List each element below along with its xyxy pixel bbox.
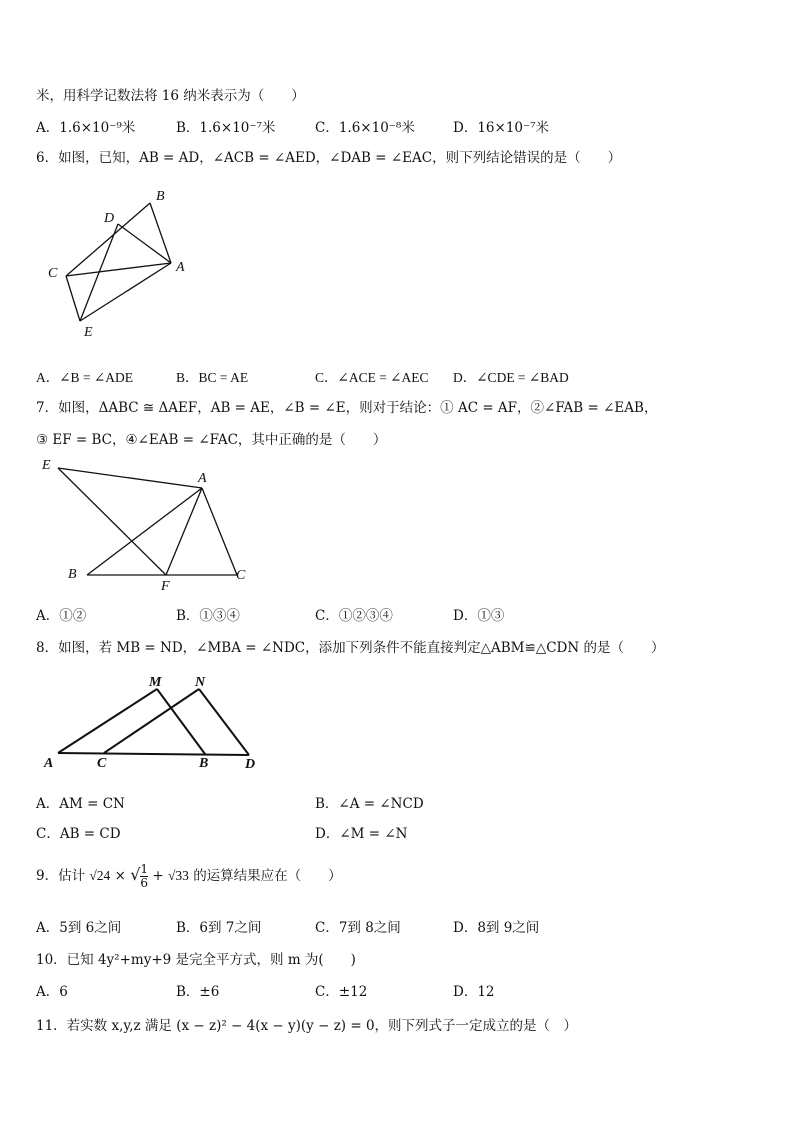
q8-option-a: A．AM = CN	[36, 796, 125, 812]
q8-option-d: D．∠M = ∠N	[315, 826, 408, 842]
q6-option-c: C．∠ACE = ∠AEC	[315, 370, 429, 385]
q8-label-a: A	[44, 756, 54, 771]
q7-seg-ba	[87, 488, 202, 575]
q7-label-a: A	[198, 471, 207, 486]
q6-seg-ea	[80, 263, 171, 321]
q6-label-c: C	[48, 266, 58, 281]
q7-option-b: B．①③④	[176, 608, 240, 624]
q8-seg-mb	[157, 689, 205, 754]
q10-stem: 10．已知 4y²+my+9 是完全平方式，则 m 为( )	[36, 952, 356, 968]
q7-seg-ac	[202, 488, 237, 575]
q5-option-b: B．1.6×10⁻⁷米	[176, 120, 276, 136]
q9-frac-den: 6	[140, 876, 149, 890]
q6-seg-ba	[150, 203, 171, 263]
q5-stem: 米，用科学记数法将 16 纳米表示为（ ）	[36, 88, 305, 104]
q8-label-n: N	[195, 675, 206, 690]
q5-option-c: C．1.6×10⁻⁸米	[315, 120, 415, 136]
q8-option-b: B．∠A = ∠NCD	[315, 796, 424, 812]
q10-option-c: C．±12	[315, 984, 368, 1000]
q7-label-c: C	[236, 568, 246, 583]
q8-seg-am	[58, 689, 157, 753]
q7-label-e: E	[42, 458, 51, 473]
q9-option-d: D．8到 9之间	[453, 920, 540, 936]
q9-plus: +	[152, 868, 164, 884]
q7-option-c: C．①②③④	[315, 608, 393, 624]
q7-option-d: D．①③	[453, 608, 505, 624]
q8-seg-ad	[58, 753, 249, 755]
q6-label-d: D	[104, 211, 115, 226]
q5-option-d: D．16×10⁻⁷米	[453, 120, 550, 136]
q8-option-c: C．AB = CD	[36, 826, 121, 842]
q9-fraction	[140, 863, 148, 890]
q7-stem-line1: 7．如图，ΔABC ≅ ΔAEF，AB = AE，∠B = ∠E，则对于结论：① AC = AF，②∠FAB = ∠EAB，	[36, 400, 658, 416]
q9-stem	[36, 860, 342, 891]
q9-sqrt-sign: √	[130, 865, 141, 884]
q7-seg-ef	[58, 468, 166, 575]
q9-sqrt-24: √24	[89, 868, 111, 883]
q9-prefix: 9．估计	[36, 868, 86, 884]
q8-seg-nd	[199, 689, 249, 755]
q10-option-a: A．6	[36, 984, 68, 1000]
q6-seg-de	[80, 224, 118, 321]
q7-option-a: A．①②	[36, 608, 87, 624]
q7-seg-fa	[166, 488, 202, 575]
q8-label-m: M	[149, 675, 162, 690]
q8-stem: 8．如图，若 MB = ND，∠MBA = ∠NDC，添加下列条件不能直接判定△ABM≌△CDN 的是（ ）	[36, 640, 665, 656]
q9-option-b: B．6到 7之间	[176, 920, 262, 936]
q10-option-d: D．12	[453, 984, 495, 1000]
q6-seg-ce	[66, 276, 80, 321]
q6-option-d: D．∠CDE = ∠BAD	[453, 370, 569, 385]
q9-suffix: 的运算结果应在（ ）	[193, 868, 342, 884]
q6-seg-bc	[66, 203, 150, 276]
q6-seg-ca	[66, 263, 171, 276]
q6-stem: 6．如图，已知，AB = AD，∠ACB = ∠AED，∠DAB = ∠EAC，则下列结论错误的是（ ）	[36, 150, 622, 166]
q8-label-d: D	[245, 757, 256, 772]
q9-sqrt-33: √33	[167, 868, 189, 883]
q9-frac-num: 1	[140, 862, 149, 876]
q7-label-b: B	[68, 567, 77, 582]
q6-seg-da	[118, 224, 171, 263]
q7-label-f: F	[161, 579, 170, 594]
q8-label-c: C	[97, 756, 107, 771]
q7-stem-line2: ③ EF = BC，④∠EAB = ∠FAC，其中正确的是（ ）	[36, 432, 387, 448]
q6-option-a: A．∠B = ∠ADE	[36, 370, 133, 385]
q9-option-c: C．7到 8之间	[315, 920, 401, 936]
q5-option-a: A．1.6×10⁻⁹米	[36, 120, 136, 136]
q6-label-b: B	[156, 189, 165, 204]
q6-label-a: A	[176, 260, 185, 275]
q7-seg-ea	[58, 468, 202, 488]
q8-label-b: B	[199, 756, 209, 771]
q6-option-b: B．BC = AE	[176, 370, 249, 385]
q6-label-e: E	[84, 325, 93, 340]
q10-option-b: B．±6	[176, 984, 220, 1000]
q8-seg-cn	[104, 689, 199, 753]
q9-times: ×	[114, 868, 126, 884]
q9-option-a: A．5到 6之间	[36, 920, 122, 936]
q11-stem: 11．若实数 x,y,z 满足 (x − z)² − 4(x − y)(y − z) = 0，则下列式子一定成立的是（ ）	[36, 1018, 578, 1034]
